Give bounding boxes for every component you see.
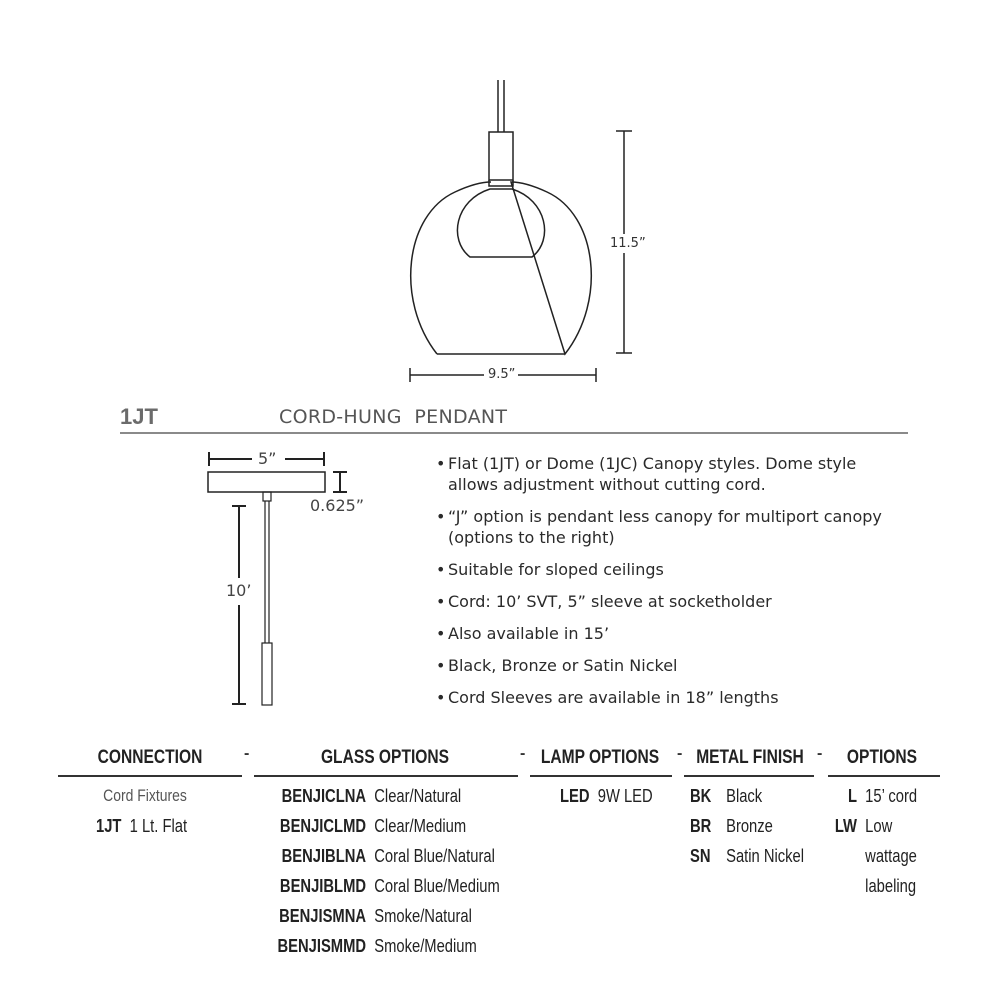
socket-holder <box>489 132 513 180</box>
option-row <box>834 841 917 871</box>
glass-code: BENJIBLMD <box>279 876 367 896</box>
option-desc: labeling <box>865 876 917 896</box>
glass-rule <box>254 775 518 777</box>
lamp-desc: 9W LED <box>597 786 653 806</box>
option-row <box>834 871 916 901</box>
feature-item: • Cord: 10’ SVT, 5” sleeve at socketholder <box>436 591 906 612</box>
option-row <box>834 811 892 841</box>
metal-finish-header: METAL FINISH <box>696 747 804 768</box>
socket-collar <box>489 180 513 186</box>
connection-rule <box>58 775 242 777</box>
option-desc: 15’ cord <box>865 786 918 806</box>
socket-sleeve <box>262 643 272 705</box>
glass-code: BENJIBLNA <box>281 846 367 866</box>
glass-row <box>266 811 466 841</box>
separator: - <box>244 745 250 762</box>
glass-desc: Clear/Medium <box>374 816 467 836</box>
canopy-height-label: 0.625” <box>310 496 365 515</box>
finish-desc: Black <box>726 786 763 806</box>
glass-code: BENJICLNA <box>281 786 367 806</box>
feature-list <box>436 453 906 719</box>
glass-desc: Coral Blue/Medium <box>374 876 500 896</box>
option-desc: Low <box>865 816 893 836</box>
connection-header: CONNECTION <box>97 747 203 768</box>
glass-row <box>266 931 477 961</box>
lamp-code: LED <box>560 786 590 806</box>
model-code: 1JT <box>120 404 158 429</box>
lamp-rule <box>530 775 672 777</box>
feature-item: • Suitable for sloped ceilings <box>436 559 906 580</box>
finish-row <box>690 811 773 841</box>
feature-item: • Black, Bronze or Satin Nickel <box>436 655 906 676</box>
glass-row <box>266 871 500 901</box>
glass-desc: Coral Blue/Natural <box>374 846 495 866</box>
product-title: CORD-HUNG PENDANT <box>279 406 508 428</box>
outer-globe <box>411 182 592 354</box>
feature-item: • Flat (1JT) or Dome (1JC) Canopy styles. Dome style allows adjustment without cutting cord. <box>436 453 906 495</box>
feature-item: • Also available in 15’ <box>436 623 906 644</box>
finish-desc: Bronze <box>726 816 773 836</box>
options-header: OPTIONS <box>846 747 918 768</box>
glass-code: BENJISMMD <box>277 936 367 956</box>
separator: - <box>817 745 823 762</box>
cord-length-label: 10’ <box>226 581 252 600</box>
finish-code: BR <box>690 816 712 836</box>
feature-item: • Cord Sleeves are available in 18” lengths <box>436 687 906 708</box>
finish-code: BK <box>690 786 712 806</box>
finish-code: SN <box>690 846 711 866</box>
finish-desc: Satin Nickel <box>726 846 805 866</box>
separator: - <box>677 745 683 762</box>
option-desc: wattage <box>865 846 917 866</box>
glass-row <box>266 841 495 871</box>
height-label: 11.5” <box>610 236 646 251</box>
lamp-options-header: LAMP OPTIONS <box>540 747 660 768</box>
glass-code: BENJICLMD <box>279 816 367 836</box>
width-label: 9.5” <box>488 367 516 382</box>
feature-item: • “J” option is pendant less canopy for multiport canopy (options to the right) <box>436 506 906 548</box>
glass-options-header: GLASS OPTIONS <box>320 747 450 768</box>
lamp-row <box>560 781 653 811</box>
option-code: L <box>847 786 857 806</box>
option-code: LW <box>834 816 857 836</box>
canopy-stem <box>263 492 271 501</box>
glass-desc: Smoke/Medium <box>374 936 477 956</box>
glass-row <box>266 781 461 811</box>
finish-row <box>690 781 762 811</box>
connection-desc: 1 Lt. Flat <box>129 816 188 836</box>
canopy <box>208 472 325 492</box>
options-rule <box>828 775 940 777</box>
option-row <box>834 781 917 811</box>
glass-row <box>266 901 472 931</box>
canopy-width-label: 5” <box>258 449 277 468</box>
finish-rule <box>684 775 814 777</box>
glass-desc: Smoke/Natural <box>374 906 472 926</box>
finish-row <box>690 841 804 871</box>
glass-code: BENJISMNA <box>279 906 367 926</box>
connection-subheader: Cord Fixtures <box>103 786 187 805</box>
glass-desc: Clear/Natural <box>374 786 462 806</box>
connection-row <box>96 811 187 841</box>
connection-code: 1JT <box>96 816 122 836</box>
separator: - <box>520 745 526 762</box>
